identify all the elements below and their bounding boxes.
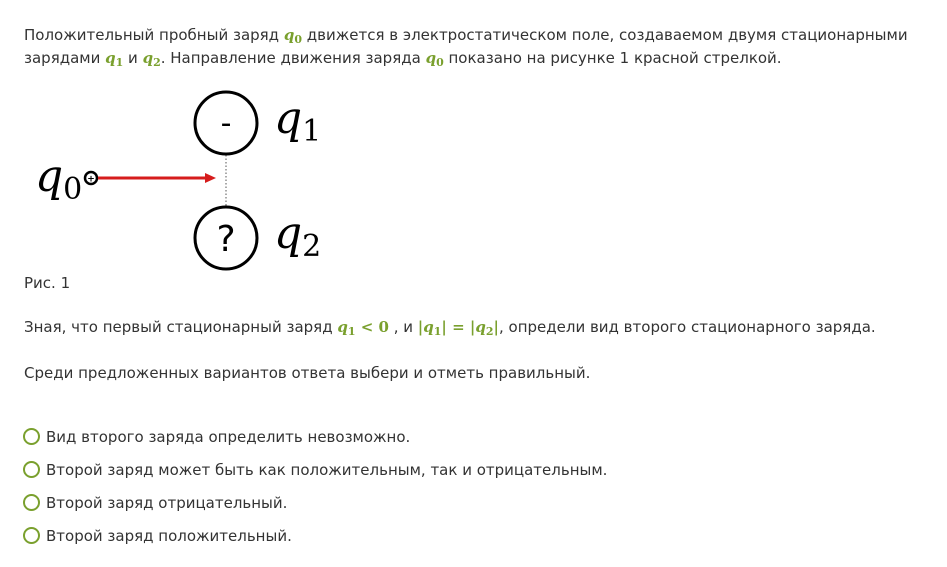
math-q2: $q_2$ [142,49,161,69]
answer-option[interactable] [23,519,607,552]
problem-line-1 [24,24,908,48]
test-charge-sign: + [87,174,95,185]
answer-option[interactable] [23,420,607,453]
test-charge-label: q0 [35,151,83,207]
charges-figure [30,88,330,273]
math-abs-close: | [441,318,447,336]
answer-option[interactable] [23,486,607,519]
problem-text: Положительный пробный заряд [24,26,284,44]
problem-text: . Направление движения заряда [160,49,426,67]
math-q0: $q_0$ [283,26,302,46]
condition-text: , и [388,318,418,336]
condition-text: , определи вид второго стационарного заряда. [498,318,876,336]
answer-option-label[interactable]: Второй заряд может быть как положительным, так и отрицательным. [46,460,608,479]
math-q1: $q_1$ [105,49,124,69]
condition-text: Зная, что первый стационарный заряд [24,318,338,336]
figure-caption: Рис. 1 [24,274,71,292]
math-q0: $q_0$ [425,49,444,69]
problem-line-2 [24,47,782,71]
charge-q2-label: q2 [274,208,322,264]
math-q1: $q_1$ [423,318,442,338]
math-abs-open: | [417,318,424,336]
answer-option-label[interactable]: Второй заряд отрицательный. [46,493,288,512]
instruction-text: Среди предложенных вариантов ответа выбери и отметь правильный. [24,364,591,382]
problem-text: движется в электростатическом поле, создаваемом двумя стационарными [301,26,908,44]
charge-q2-sign: ? [216,219,236,260]
charge-q1-sign: - [220,106,232,141]
problem-text: показано на рисунке 1 красной стрелкой. [443,49,782,67]
condition-line [24,316,876,340]
radio-button[interactable] [23,428,40,445]
math-q1: $q_1$ [337,318,356,338]
motion-arrow-head [205,173,216,183]
answer-option-label[interactable]: Вид второго заряда определить невозможно. [46,427,411,446]
math-q2: $q_2$ [475,318,494,338]
math-equals: = [446,318,470,336]
problem-text: и [123,49,143,67]
math-zero: 0 [378,318,389,336]
math-abs-open: | [469,318,476,336]
charge-q1-label: q1 [274,93,322,149]
math-less-than: < [355,318,379,336]
answer-options [23,420,607,552]
radio-button[interactable] [23,494,40,511]
radio-button[interactable] [23,527,40,544]
problem-text: зарядами [24,49,106,67]
radio-button[interactable] [23,461,40,478]
answer-option[interactable] [23,453,607,486]
answer-option-label[interactable]: Второй заряд положительный. [46,526,292,545]
math-abs-close: | [493,318,499,336]
